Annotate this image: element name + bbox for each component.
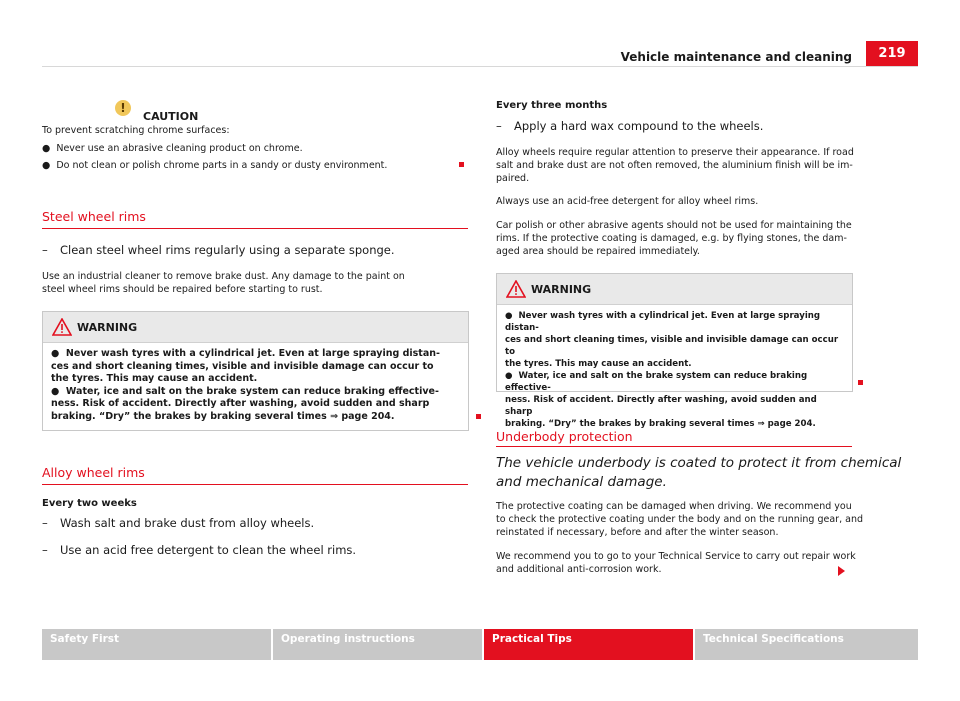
warning-triangle-icon [52,318,72,336]
bullet-icon: ● [51,348,60,359]
footer-tab-practical-tips[interactable]: Practical Tips [484,629,693,660]
caution-item: ● Never use an abrasive cleaning product on chrome. [42,143,303,154]
alloy-para-line: Car polish or other abrasive agents should not be used for maintaining the [496,220,852,231]
alloy-para-line: Always use an acid-free detergent for alloy wheel rims. [496,196,759,207]
warning-item: ● Water, ice and salt on the brake system can reduce braking effective- ness. Risk of accident. Directly after washing, avoid sudden and sharp braking. “Dry” the brakes by braking several times ⇒ page 204. [51,385,439,422]
bullet-icon: ● [505,311,513,321]
section-end-icon [459,162,464,167]
warning-box [42,311,469,431]
underbody-para-line: and additional anti-corrosion work. [496,564,662,575]
step-item: – Clean steel wheel rims regularly using a separate sponge. [42,243,395,257]
steel-body-line: Use an industrial cleaner to remove brake dust. Any damage to the paint on [42,271,405,282]
warning-triangle-icon [506,280,526,298]
heading-alloy-wheel-rims: Alloy wheel rims [42,465,145,480]
section-end-icon [858,380,863,385]
page-number: 219 [866,41,918,67]
section-end-icon [476,414,481,419]
warning-header [43,312,468,343]
underbody-lead-line: and mechanical damage. [496,474,667,490]
subheading-every-three-months: Every three months [496,100,608,111]
footer-tab-safety-first[interactable]: Safety First [42,629,271,660]
caution-icon: ! [115,100,131,116]
alloy-para-line: Alloy wheels require regular attention to preserve their appearance. If road [496,147,854,158]
heading-underbody-protection: Underbody protection [496,429,633,444]
alloy-para-line: salt and brake dust are not often removed, the aluminium finish will be im- [496,160,853,171]
heading-steel-wheel-rims: Steel wheel rims [42,209,146,224]
caution-intro: To prevent scratching chrome surfaces: [42,125,230,136]
bullet-icon: ● [505,371,513,381]
underbody-para-line: We recommend you to go to your Technical Service to carry out repair work [496,551,856,562]
dash-icon: – [42,516,48,530]
warning-item: ● Never wash tyres with a cylindrical jet. Even at large spraying distan- ces and short cleaning times, visible and invisible damage can occur to the tyres. This may cause an accident. [51,348,440,384]
warning-label: WARNING [77,321,138,334]
header-divider [42,66,918,67]
warning-item: ● Water, ice and salt on the brake system can reduce braking effective- ness. Risk of accident. Directly after washing, avoid sudden and sharp braking. “Dry” the brakes by braking several times ⇒ page 204. [505,371,817,429]
caution-item: ● Do not clean or polish chrome parts in a sandy or dusty environment. [42,160,388,171]
continue-arrow-icon [838,566,845,576]
heading-rule [42,484,468,485]
steel-body-line: steel wheel rims should be repaired before starting to rust. [42,284,323,295]
step-item: – Use an acid free detergent to clean the wheel rims. [42,543,357,557]
heading-rule [42,228,468,229]
warning-body [497,305,852,435]
alloy-para-line: aged area should be repaired immediately. [496,246,700,257]
warning-item: ● Never wash tyres with a cylindrical jet. Even at large spraying distan- ces and short cleaning times, visible and invisible damage can occur to the tyres. This may cause an accident. [505,311,839,369]
warning-body [43,343,468,428]
dash-icon: – [42,243,48,257]
underbody-para-line: to check the protective coating under the body and on the running gear, and [496,514,863,525]
step-item: – Wash salt and brake dust from alloy wheels. [42,516,315,530]
alloy-para-line: rims. If the protective coating is damaged, e.g. by flying stones, the dam- [496,233,847,244]
caution-label: CAUTION [143,110,199,123]
subheading-every-two-weeks: Every two weeks [42,498,137,509]
footer-tab-technical-specifications[interactable]: Technical Specifications [695,629,918,660]
footer-tab-operating-instructions[interactable]: Operating instructions [273,629,482,660]
running-header-title: Vehicle maintenance and cleaning [620,50,852,64]
underbody-para-line: The protective coating can be damaged when driving. We recommend you [496,501,852,512]
heading-rule [496,446,852,447]
bullet-icon: ● [42,160,51,171]
warning-label: WARNING [531,283,592,296]
warning-header [497,274,852,305]
bullet-icon: ● [42,143,51,154]
step-item: – Apply a hard wax compound to the wheels. [496,119,764,133]
dash-icon: – [42,543,48,557]
dash-icon: – [496,119,502,133]
underbody-lead-line: The vehicle underbody is coated to protect it from chemical [496,455,902,471]
underbody-para-line: reinstated if necessary, before and after the winter season. [496,527,779,538]
bullet-icon: ● [51,385,60,397]
warning-box [496,273,853,429]
alloy-para-line: paired. [496,173,530,184]
